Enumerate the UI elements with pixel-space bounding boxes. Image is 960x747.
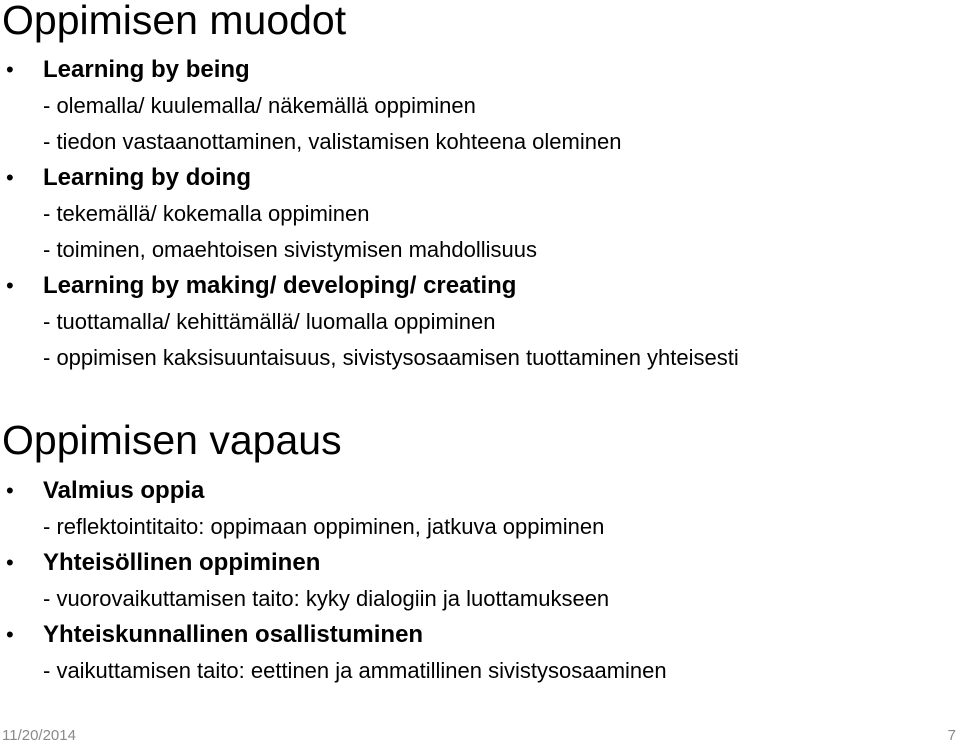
list-item-yhteiskunnallinen-osallistuminen [0,617,960,689]
section-oppimisen-muodot [0,52,960,376]
item-detail: - olemalla/ kuulemalla/ näkemällä oppiminen [43,93,476,118]
list-item-yhteisollinen-oppiminen [0,545,960,617]
bullet-icon: • [6,273,14,298]
item-heading: Learning by being [43,56,250,83]
item-heading: Yhteiskunnallinen osallistuminen [43,621,424,648]
slide-title-oppimisen-muodot: Oppimisen muodot [2,0,347,43]
slide-title-oppimisen-vapaus: Oppimisen vapaus [2,417,342,463]
section-oppimisen-vapaus [0,473,960,689]
list-item-learning-by-making [0,268,960,376]
item-detail: - oppimisen kaksisuuntaisuus, sivistysosaamisen tuottaminen yhteisesti [43,345,739,370]
list-item-learning-by-doing [0,160,960,268]
footer-date: 11/20/2014 [2,727,76,744]
bullet-icon: • [6,550,14,575]
item-detail: - reflektointitaito: oppimaan oppiminen, jatkuva oppiminen [43,514,605,539]
item-detail: - vuorovaikuttamisen taito: kyky dialogiin ja luottamukseen [43,586,610,611]
item-heading: Learning by doing [43,164,251,191]
item-heading: Valmius oppia [43,477,205,504]
bullet-icon: • [6,57,14,82]
item-heading: Yhteisöllinen oppiminen [43,549,321,576]
item-detail: - toiminen, omaehtoisen sivistymisen mahdollisuus [43,237,537,262]
list-item-valmius-oppia [0,473,960,545]
bullet-icon: • [6,478,14,503]
item-detail: - vaikuttamisen taito: eettinen ja ammatillinen sivistysosaaminen [43,658,667,683]
item-heading: Learning by making/ developing/ creating [43,272,517,299]
list-item-learning-by-being [0,52,960,160]
item-detail: - tekemällä/ kokemalla oppiminen [43,201,370,226]
bullet-icon: • [6,622,14,647]
bullet-icon: • [6,165,14,190]
item-detail: - tuottamalla/ kehittämällä/ luomalla oppiminen [43,309,496,334]
footer-page-number: 7 [947,727,956,744]
item-detail: - tiedon vastaanottaminen, valistamisen kohteena oleminen [43,129,622,154]
